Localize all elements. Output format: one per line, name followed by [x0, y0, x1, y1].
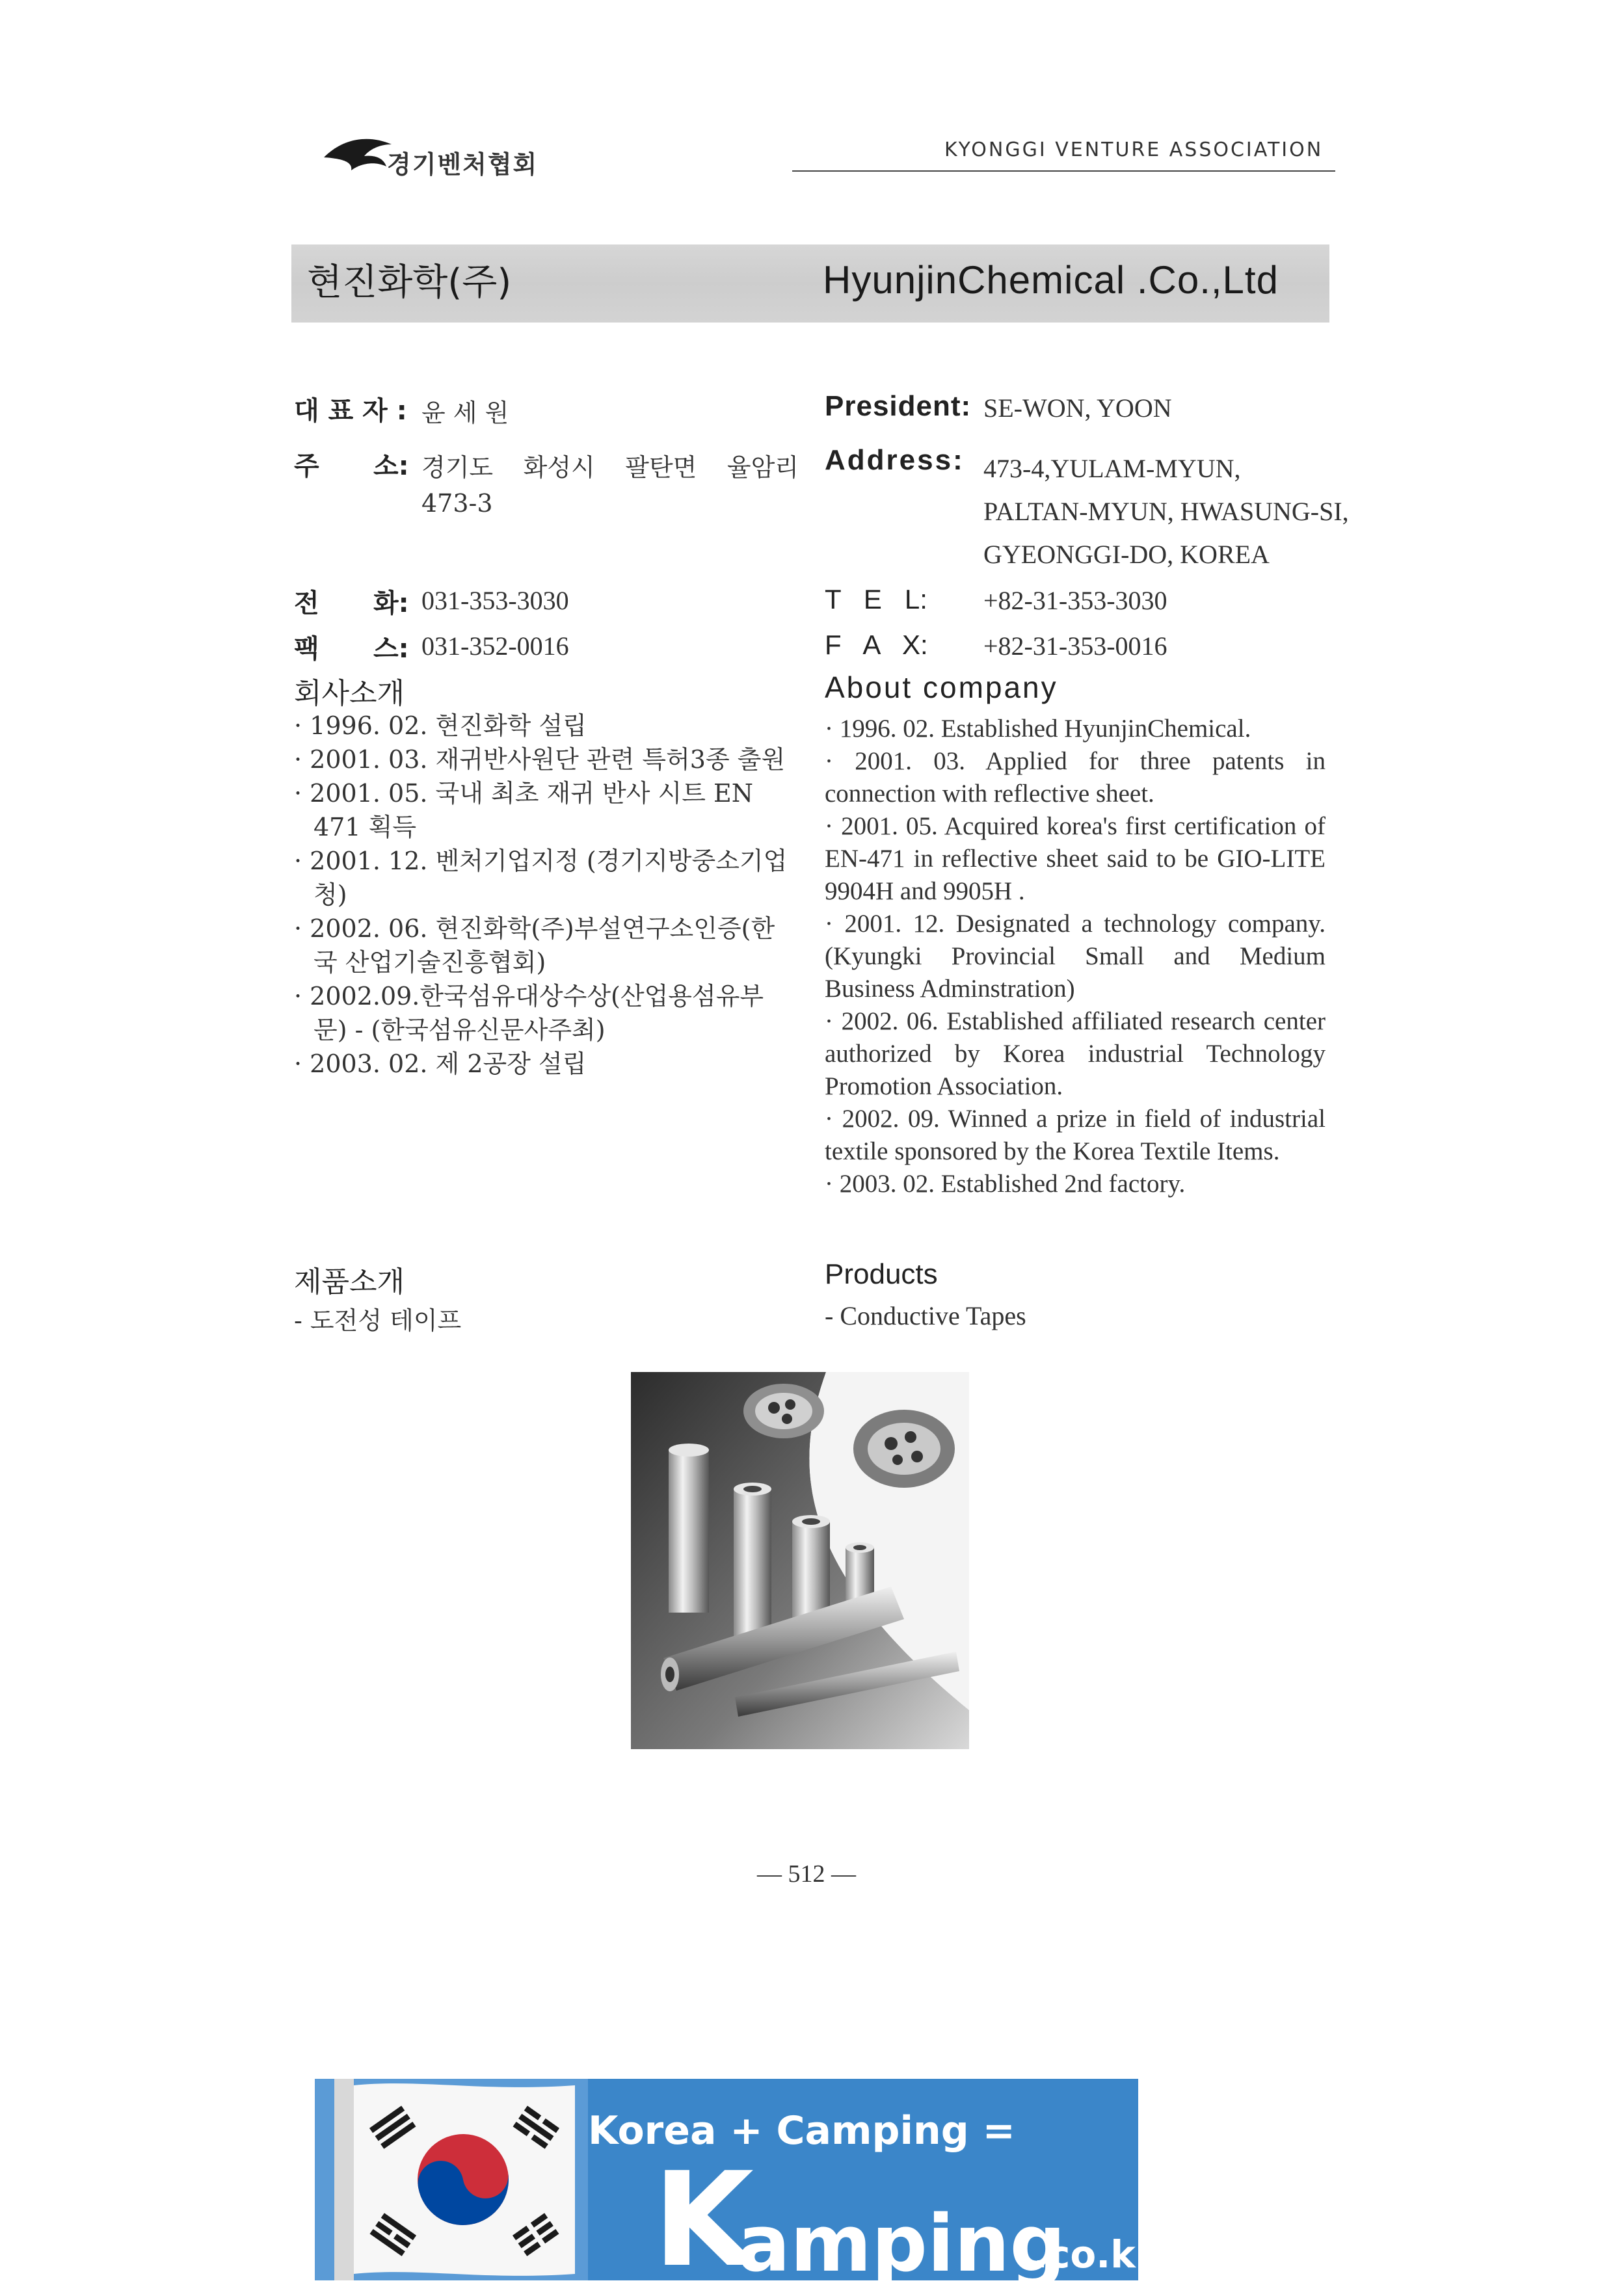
- product-photo: [631, 1372, 969, 1749]
- tel-label-en: T E L:: [825, 584, 927, 614]
- list-item: · 2002. 06. Established affiliated research center authorized by Korea industrial Technology Promotion Association.: [825, 1007, 1326, 1100]
- banner-tagline: Korea + Camping =: [588, 2108, 1015, 2154]
- list-item: · 2001. 12. 벤처기업지정 (경기지방중소기업청): [294, 847, 788, 909]
- tel-value-en: +82-31-353-3030: [983, 586, 1167, 615]
- list-item: · 1996. 02. Established HyunjinChemical.: [825, 715, 1251, 743]
- products-title-en: Products: [825, 1258, 938, 1290]
- address-line-en: 473-4,YULAM-MYUN,: [983, 454, 1241, 483]
- address-line1-kr: 경기도 화성시 팔탄면 율암리: [421, 453, 799, 482]
- korean-flag-icon: [315, 2079, 588, 2280]
- address-line-en: GYEONGGI-DO, KOREA: [983, 540, 1270, 569]
- fax-label-kr-1: 팩: [294, 634, 319, 664]
- list-item: · 2002.09.한국섬유대상수상(산업용섬유부문) - (한국섬유신문사주최): [294, 982, 764, 1044]
- list-item: · 2001. 03. 재귀반사원단 관련 특허3종 출원: [294, 745, 786, 774]
- fax-label-en: F A X:: [825, 629, 928, 660]
- products-title-kr: 제품소개: [294, 1265, 405, 1299]
- about-title-en: About company: [825, 670, 1058, 704]
- history-list-en: [825, 713, 1326, 1200]
- kamping-banner[interactable]: [315, 2079, 1154, 2296]
- banner-brand-k: K: [653, 2144, 754, 2296]
- header-org-en: KYONGGI VENTURE ASSOCIATION: [944, 139, 1324, 161]
- address-line-en: PALTAN-MYUN, HWASUNG-SI,: [983, 497, 1349, 526]
- header-org-kr: 경기벤처협회: [387, 150, 539, 179]
- product-item-en: - Conductive Tapes: [825, 1301, 1026, 1330]
- list-item: · 2001. 05. Acquired korea's first certification of EN-471 in reflective sheet said to be GIO-LITE 9904H and 9905H .: [825, 812, 1326, 905]
- address-label-kr-1: 주: [294, 451, 319, 481]
- header-divider: [792, 170, 1335, 172]
- history-list-kr: [294, 709, 795, 1081]
- page-number: — 512 —: [757, 1860, 856, 1888]
- address-value-en: [983, 447, 1349, 576]
- list-item: · 2001. 12. Designated a technology company. (Kyungki Provincial Small and Medium Business Adminstration): [825, 910, 1326, 1003]
- product-item-kr: - 도전성 테이프: [294, 1306, 462, 1335]
- president-label: President:: [825, 390, 972, 422]
- company-title-kr: 현진화학(주): [307, 261, 512, 304]
- about-title-kr: 회사소개: [294, 677, 405, 710]
- address-line2-kr: 473-3: [421, 489, 493, 518]
- tel-value-kr: 031-353-3030: [421, 586, 569, 615]
- list-item: · 2003. 02. Established 2nd factory.: [825, 1170, 1186, 1198]
- list-item: · 2002. 06. 현진화학(주)부설연구소인증(한국 산업기술진흥협회): [294, 914, 775, 977]
- ceo-value: 윤 세 원: [421, 399, 509, 427]
- tel-label-kr-2: 화:: [373, 588, 409, 618]
- list-item: · 2001. 05. 국내 최초 재귀 반사 시트 EN 471 획득: [294, 779, 754, 841]
- fax-value-en: +82-31-353-0016: [983, 631, 1167, 661]
- fax-value-kr: 031-352-0016: [421, 631, 569, 661]
- banner-domain: .co.kr: [1033, 2232, 1154, 2276]
- list-item: · 1996. 02. 현진화학 설립: [294, 711, 587, 740]
- list-item: · 2003. 02. 제 2공장 설립: [294, 1049, 587, 1078]
- ceo-label: 대 표 자 :: [294, 396, 407, 426]
- address-label-en: Address:: [825, 444, 965, 476]
- banner-brand-name: amping: [738, 2199, 1066, 2289]
- address-label-kr-2: 소:: [373, 451, 409, 481]
- list-item: · 2002. 09. Winned a prize in field of industrial textile sponsored by the Korea Textile Items.: [825, 1105, 1326, 1165]
- fax-label-kr-2: 스:: [373, 634, 409, 664]
- tel-label-kr-1: 전: [294, 588, 319, 618]
- company-title-en: HyunjinChemical .Co.,Ltd: [823, 258, 1279, 302]
- list-item: · 2001. 03. Applied for three patents in connection with reflective sheet.: [825, 747, 1326, 808]
- president-value: SE-WON, YOON: [983, 393, 1172, 423]
